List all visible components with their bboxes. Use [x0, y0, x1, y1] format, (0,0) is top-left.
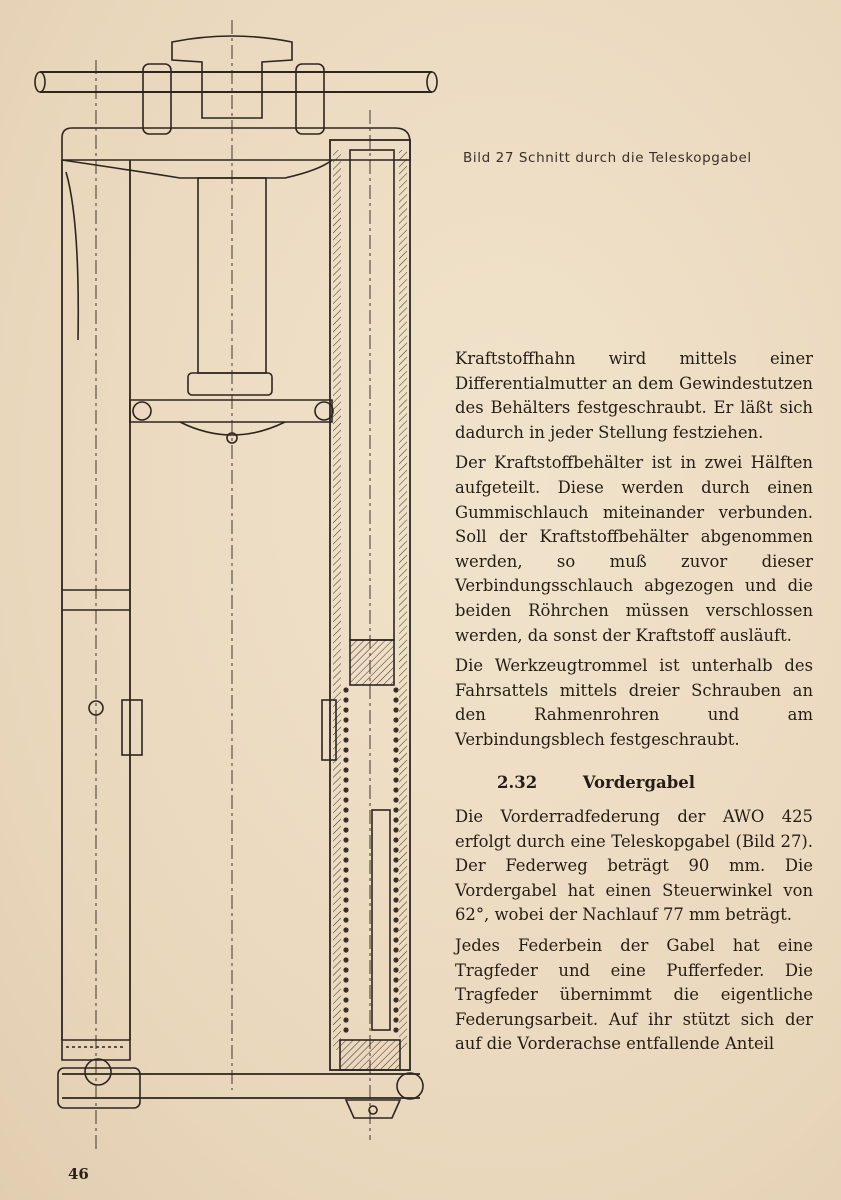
spring-coil-mark [393, 687, 398, 692]
spring-coil-mark [343, 737, 348, 742]
spring-coil-mark [343, 827, 348, 832]
spring-coil-mark [343, 697, 348, 702]
spring-coil-mark [343, 907, 348, 912]
spring-coil-mark [393, 977, 398, 982]
spring-coil-mark [393, 837, 398, 842]
spring-coil-mark [343, 727, 348, 732]
paragraph: Der Kraftstoffbehälter ist in zwei Hälften aufgeteilt. Diese werden durch einen Gummischlauch miteinander verbunden. Soll der Kraftstoffbehälter abgenommen werden, so muß zuvor dieser Verbindungsschlauch abgezogen und die beiden Röhrchen müssen verschlossen werden, da sonst der Kraftstoff ausläuft. [455, 453, 813, 645]
spring-coil-mark [393, 707, 398, 712]
spring-coil-mark [393, 757, 398, 762]
spring-coil-mark [343, 797, 348, 802]
spring-coil-mark [343, 887, 348, 892]
section-title: Vordergabel [582, 772, 695, 792]
spring-coil-mark [343, 967, 348, 972]
spring-coil-mark [393, 717, 398, 722]
spring-coil-mark [343, 847, 348, 852]
paragraph: Kraftstoffhahn wird mittels einer Differentialmutter an dem Gewindestutzen des Behälters festgeschraubt. Er läßt sich dadurch in jeder Stellung festziehen. [455, 349, 813, 442]
section-number: 2.32 [497, 772, 538, 792]
paragraph: Die Werkzeugtrommel ist unterhalb des Fahrsattels mittels dreier Schrauben an den Rahmenrohren und am Verbindungsblech festgeschraubt. [455, 656, 813, 749]
spring-coil-mark [343, 857, 348, 862]
spring-coil-mark [343, 807, 348, 812]
spring-coil-mark [393, 997, 398, 1002]
spring-coil-mark [393, 697, 398, 702]
spring-coil-mark [393, 797, 398, 802]
spring-coil-mark [393, 857, 398, 862]
spring-coil-mark [393, 1007, 398, 1012]
spring-coil-mark [393, 947, 398, 952]
spring-coil-mark [343, 957, 348, 962]
spring-coil-mark [343, 687, 348, 692]
spring-coil-mark [343, 997, 348, 1002]
spring-coil-mark [343, 837, 348, 842]
spring-coil-mark [393, 727, 398, 732]
spring-coil-mark [393, 967, 398, 972]
spring-coil-mark [393, 777, 398, 782]
spring-coil-mark [393, 867, 398, 872]
paragraph: Die Vorderradfederung der AWO 425 erfolgt durch eine Teleskopgabel (Bild 27). Der Federweg beträgt 90 mm. Die Vordergabel hat einen Steuerwinkel von 62°, wobei der Nachlauf 77 mm beträgt. [455, 807, 813, 925]
spring-coil-mark [343, 947, 348, 952]
spring-coil-mark [343, 977, 348, 982]
spring-coil-mark [393, 747, 398, 752]
spring-coil-mark [343, 707, 348, 712]
paragraph: Jedes Federbein der Gabel hat eine Tragfeder und eine Pufferfeder. Die Tragfeder übernimmt die eigentliche Federungsarbeit. Auf ihr stützt sich der auf die Vorderachse entfallende Anteil [455, 936, 813, 1054]
spring-coil-mark [393, 817, 398, 822]
spring-coil-mark [393, 847, 398, 852]
body-text [455, 347, 813, 1063]
section-heading [455, 771, 813, 796]
spring-coil-mark [343, 927, 348, 932]
spring-coil-mark [343, 747, 348, 752]
spring-coil-mark [343, 1017, 348, 1022]
spring-coil-mark [393, 807, 398, 812]
spring-coil-mark [343, 757, 348, 762]
spring-coil-mark [343, 817, 348, 822]
spring-coil-mark [393, 1027, 398, 1032]
spring-coil-mark [343, 767, 348, 772]
spring-coil-mark [393, 787, 398, 792]
spring-coil-mark [343, 1027, 348, 1032]
spring-coil-mark [343, 877, 348, 882]
spring-coil-mark [393, 877, 398, 882]
spring-coil-mark [393, 767, 398, 772]
spring-coil-mark [393, 907, 398, 912]
spring-coil-mark [343, 917, 348, 922]
spring-coil-mark [393, 827, 398, 832]
spring-coil-mark [393, 937, 398, 942]
spring-coil-mark [343, 937, 348, 942]
spring-coil-mark [393, 887, 398, 892]
spring-coil-mark [393, 917, 398, 922]
spring-coil-mark [343, 717, 348, 722]
spring-coil-mark [393, 957, 398, 962]
figure-caption: Bild 27 Schnitt durch die Teleskopgabel [463, 150, 752, 166]
spring-coil-mark [393, 1017, 398, 1022]
spring-coil-mark [343, 787, 348, 792]
spring-coil-mark [343, 1007, 348, 1012]
spring-coil-mark [343, 777, 348, 782]
spring-coil-mark [343, 987, 348, 992]
spring-coil-mark [393, 897, 398, 902]
spring-coil-mark [393, 927, 398, 932]
page-number: 46 [68, 1165, 89, 1183]
spring-coil-mark [343, 867, 348, 872]
spring-coil-mark [343, 897, 348, 902]
spring-coil-mark [393, 737, 398, 742]
spring-coil-mark [393, 987, 398, 992]
